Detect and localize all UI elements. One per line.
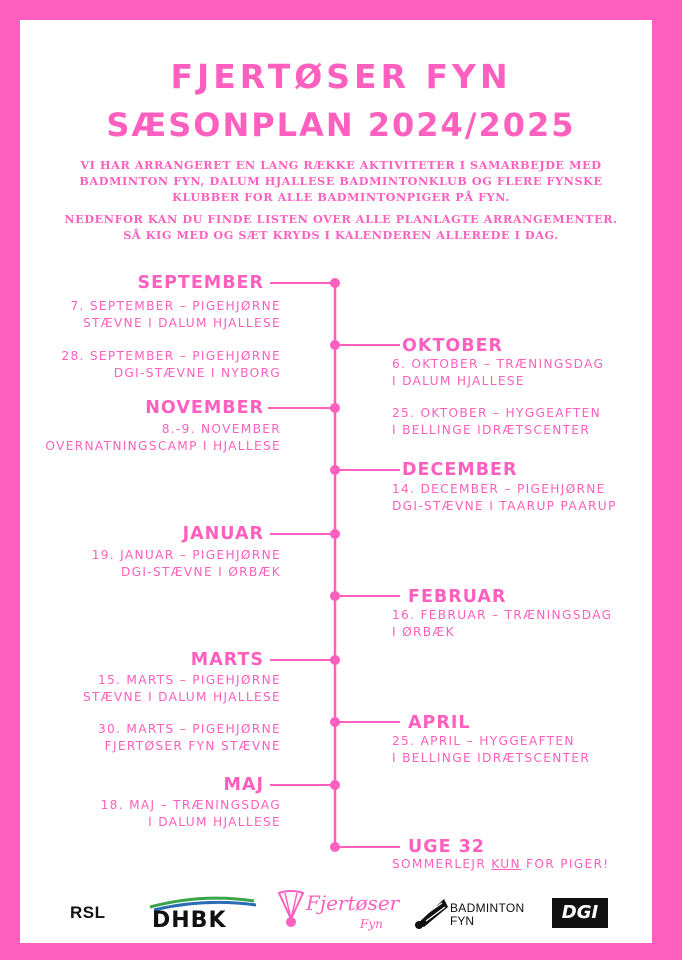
intro-line: SÅ KIG MED OG SÆT KRYDS I KALENDEREN ALLEREDE I DAG. <box>123 228 559 242</box>
poster-subtitle: SÆSONPLAN 2024/2025 <box>106 106 576 144</box>
event-line: 15. MARTS – PIGEHJØRNE <box>97 673 281 687</box>
month-marts: MARTS <box>190 650 264 670</box>
month-december: DECEMBER <box>402 460 518 480</box>
intro-line: VI HAR ARRANGERET EN LANG RÆKKE AKTIVITETER I SAMARBEJDE MED <box>80 158 602 172</box>
event-line: 8.-9. NOVEMBER <box>161 422 281 436</box>
poster-title: FJERTØSER FYN <box>170 57 512 96</box>
event-line: I DALUM HJALLESE <box>148 815 281 829</box>
month-uge-32: UGE 32 <box>408 837 485 857</box>
event-line: I BELLINGE IDRÆTSCENTER <box>392 423 591 437</box>
badminton-fyn-subtitle: FYN <box>450 914 474 928</box>
dgi-logo: DGI <box>552 898 608 928</box>
event-mar-15 <box>83 672 281 706</box>
event-line: OVERNATNINGSCAMP I HJALLESE <box>45 439 281 453</box>
timeline-dot <box>330 403 340 413</box>
timeline-dot <box>330 717 340 727</box>
event-dec-14 <box>392 481 617 515</box>
event-line: 25. APRIL – HYGGEAFTEN <box>392 734 575 748</box>
fjertoser-logo <box>276 887 400 937</box>
event-line: I DALUM HJALLESE <box>392 374 525 388</box>
event-jan-19 <box>92 547 281 581</box>
dhbk-wordmark: DHBK <box>152 908 227 933</box>
event-line: 7. SEPTEMBER – PIGEHJØRNE <box>70 299 281 313</box>
month-november: NOVEMBER <box>145 398 264 418</box>
event-okt-6 <box>392 356 604 390</box>
event-maj-18 <box>101 797 281 831</box>
rsl-logo: RSL <box>70 903 106 922</box>
event-line: 6. OKTOBER – TRÆNINGSDAG <box>392 357 605 371</box>
event-text: FOR PIGER! <box>520 857 610 871</box>
event-nov-8 <box>45 421 281 455</box>
sponsor-logos <box>0 885 682 940</box>
event-sep-28 <box>61 348 281 382</box>
timeline-dot <box>330 465 340 475</box>
month-februar: FEBRUAR <box>408 587 507 607</box>
event-line: I ØRBÆK <box>392 625 455 639</box>
event-line: 28. SEPTEMBER – PIGEHJØRNE <box>61 349 281 363</box>
intro-line: KLUBBER FOR ALLE BADMINTONPIGER PÅ FYN. <box>172 190 510 204</box>
fjertoser-wordmark: Fjertøser <box>306 891 400 915</box>
timeline-dot <box>330 529 340 539</box>
event-emphasis: KUN <box>491 857 521 871</box>
event-apr-25 <box>392 733 590 767</box>
month-oktober: OKTOBER <box>402 336 504 356</box>
event-mar-30 <box>98 721 281 755</box>
event-line: DGI-STÆVNE I TAARUP PAARUP <box>392 499 617 513</box>
intro-line: NEDENFOR KAN DU FINDE LISTEN OVER ALLE PLANLAGTE ARRANGEMENTER. <box>64 212 618 226</box>
month-september: SEPTEMBER <box>137 273 264 293</box>
badminton-fyn-logo <box>414 893 544 933</box>
event-line: DGI-STÆVNE I NYBORG <box>113 366 281 380</box>
event-okt-25 <box>392 405 601 439</box>
event-line: 16. FEBRUAR – TRÆNINGSDAG <box>392 608 613 622</box>
timeline-dot <box>330 278 340 288</box>
event-uge-32 <box>392 856 609 873</box>
timeline-dot <box>330 591 340 601</box>
month-april: APRIL <box>408 713 471 733</box>
event-line: FJERTØSER FYN STÆVNE <box>104 739 281 753</box>
timeline-dot <box>330 842 340 852</box>
event-line: STÆVNE I DALUM HJALLESE <box>82 690 281 704</box>
event-line: 25. OKTOBER – HYGGEAFTEN <box>392 406 602 420</box>
timeline-dot <box>330 655 340 665</box>
event-line: DGI-STÆVNE I ØRBÆK <box>120 565 281 579</box>
shuttlecock-icon <box>414 895 450 929</box>
event-line: I BELLINGE IDRÆTSCENTER <box>392 751 591 765</box>
event-sep-7 <box>70 298 281 332</box>
timeline-dot <box>330 780 340 790</box>
month-maj: MAJ <box>223 775 264 795</box>
fjertoser-subtitle: Fyn <box>360 917 383 931</box>
event-line: 18. MAJ – TRÆNINGSDAG <box>100 798 281 812</box>
event-feb-16 <box>392 607 612 641</box>
shuttlecock-icon <box>276 889 306 929</box>
badminton-wordmark: BADMINTON <box>450 901 525 915</box>
month-januar: JANUAR <box>182 524 264 544</box>
intro-line: BADMINTON FYN, DALUM HJALLESE BADMINTONKLUB OG FLERE FYNSKE <box>79 174 603 188</box>
event-line: 19. JANUAR – PIGEHJØRNE <box>91 548 281 562</box>
event-text: SOMMERLEJR <box>392 857 492 871</box>
event-line: 14. DECEMBER – PIGEHJØRNE <box>392 482 606 496</box>
event-line: 30. MARTS – PIGEHJØRNE <box>97 722 281 736</box>
timeline-dot <box>330 340 340 350</box>
dhbk-logo <box>146 891 258 935</box>
event-line: STÆVNE I DALUM HJALLESE <box>82 316 281 330</box>
